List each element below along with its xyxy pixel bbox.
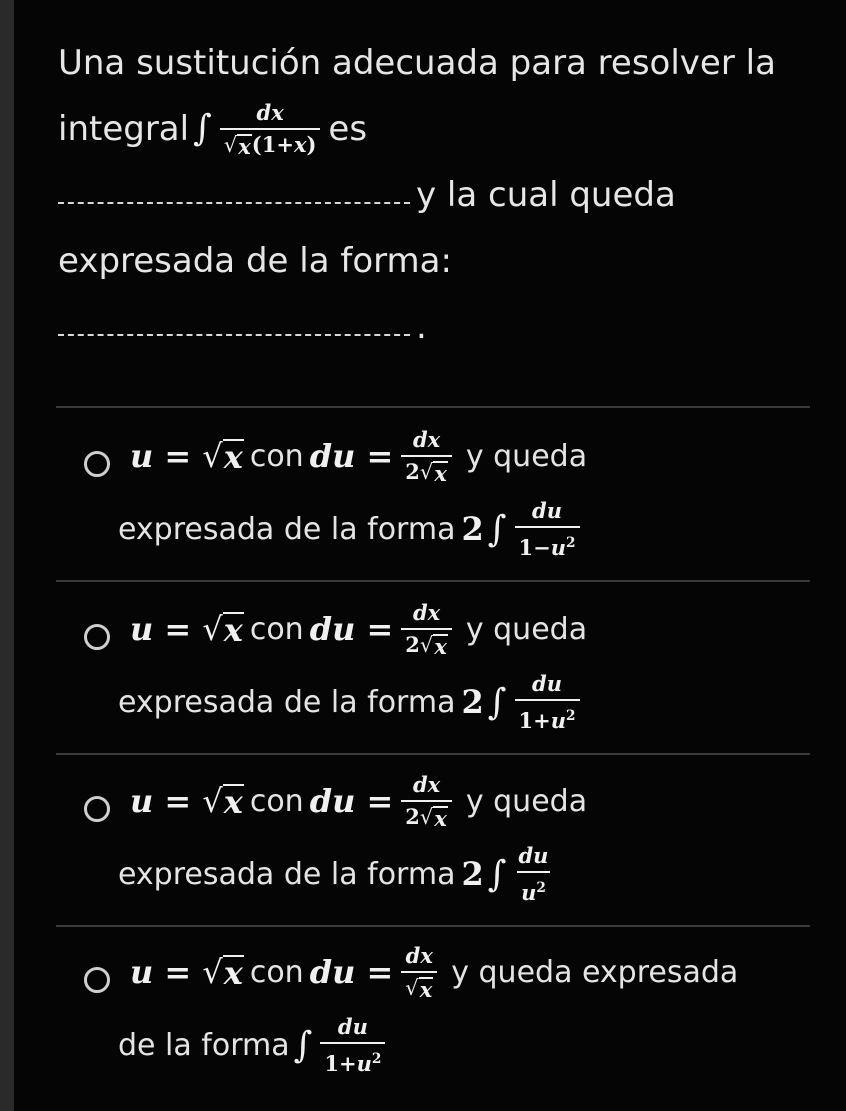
- fraction-denominator: √ x: [401, 971, 437, 1001]
- option-line-2: [118, 498, 588, 560]
- fraction-denominator: $u^2$: [517, 871, 550, 906]
- answer-option-4[interactable]: [56, 926, 810, 1096]
- question-line-1: [58, 30, 798, 96]
- result-fraction: [320, 1014, 385, 1077]
- fraction-denominator: 2 √ x: [401, 455, 452, 485]
- fraction-denominator: $1+u^2$: [320, 1042, 385, 1077]
- fraction-numerator: dx: [412, 772, 441, 797]
- du-fraction: [401, 772, 452, 830]
- window-edge: [0, 0, 14, 1111]
- integral-sign: ∫: [293, 1024, 313, 1066]
- fraction-denominator: $1+u^2$: [515, 699, 580, 734]
- result-fraction: [515, 498, 580, 561]
- option-line-2: [118, 843, 560, 905]
- question-line-2: [58, 96, 798, 162]
- option-line-1: [130, 771, 587, 831]
- question-es-text: es: [328, 109, 368, 149]
- integral-sign: ∫: [487, 681, 507, 723]
- answer-option-1[interactable]: [56, 410, 810, 580]
- question-integral-label: integral: [58, 109, 190, 149]
- question-line-4-text: expresada de la forma:: [58, 241, 452, 281]
- fraction-denominator: $1-u^2$: [515, 526, 580, 561]
- option-line-2: [118, 1014, 393, 1076]
- option-form-text: de la forma: [118, 1027, 290, 1063]
- question-text: [58, 30, 798, 360]
- du-fraction: [401, 600, 452, 658]
- du-label: du =: [309, 610, 394, 648]
- fraction-numerator: dx: [405, 943, 433, 968]
- question-integral-fraction: [220, 100, 321, 158]
- option-line-1: [130, 599, 587, 659]
- radio-button[interactable]: [84, 624, 110, 650]
- fraction-numerator: dx: [256, 100, 284, 125]
- option-form-text: expresada de la forma: [118, 856, 456, 892]
- answer-option-2[interactable]: [56, 583, 810, 753]
- radio-button[interactable]: [84, 967, 110, 993]
- option-con-text: con: [249, 954, 304, 990]
- question-line-5: [58, 294, 798, 360]
- option-y-text: y queda expresada: [451, 954, 739, 990]
- du-label: du =: [309, 437, 394, 475]
- result-fraction: [515, 671, 580, 734]
- u-definition: u = √ x: [130, 782, 243, 822]
- question-line-1-text: Una sustitución adecuada para resolver la: [58, 43, 776, 83]
- du-fraction: [401, 943, 437, 1001]
- option-y-text: y queda: [465, 783, 588, 819]
- option-line-2: [118, 671, 588, 733]
- fraction-denominator: 2 √ x: [401, 628, 452, 658]
- question-line-3-text: y la cual queda: [416, 175, 676, 215]
- u-definition: u = √ x: [130, 610, 243, 650]
- fraction-denominator: 2 √ x: [401, 800, 452, 830]
- option-y-text: y queda: [465, 611, 588, 647]
- option-y-text: y queda: [465, 438, 588, 474]
- question-line-3: [58, 162, 798, 228]
- coefficient: 2: [461, 683, 484, 721]
- option-form-text: expresada de la forma: [118, 511, 456, 547]
- radio-button[interactable]: [84, 796, 110, 822]
- option-line-1: [130, 942, 738, 1002]
- coefficient: 2: [461, 510, 484, 548]
- option-con-text: con: [249, 611, 304, 647]
- du-label: du =: [309, 782, 394, 820]
- fraction-numerator: dx: [412, 600, 441, 625]
- coefficient: 2: [461, 855, 484, 893]
- option-con-text: con: [249, 438, 304, 474]
- fraction-numerator: du: [532, 670, 562, 696]
- du-fraction: [401, 427, 452, 485]
- fraction-numerator: dx: [412, 427, 441, 452]
- radio-button[interactable]: [84, 451, 110, 477]
- option-con-text: con: [249, 783, 304, 819]
- u-definition: u = √ x: [130, 437, 243, 477]
- answer-blank-1: [58, 186, 410, 204]
- integral-sign: ∫: [487, 853, 507, 895]
- question-line-4: [58, 228, 798, 294]
- option-form-text: expresada de la forma: [118, 684, 456, 720]
- question-card: [14, 0, 846, 1111]
- divider: [56, 580, 810, 582]
- fraction-denominator: √ x (1+x): [220, 128, 321, 158]
- answer-blank-2: [58, 318, 410, 336]
- fraction-numerator: du: [532, 497, 562, 523]
- integral-sign: ∫: [487, 508, 507, 550]
- divider: [56, 406, 810, 408]
- fraction-numerator: du: [518, 842, 549, 868]
- du-label: du =: [309, 953, 394, 991]
- answer-option-3[interactable]: [56, 755, 810, 925]
- option-line-1: [130, 426, 587, 486]
- question-period: .: [416, 307, 427, 347]
- u-definition: u = √ x: [130, 953, 243, 993]
- fraction-numerator: du: [337, 1013, 368, 1039]
- result-fraction: [515, 843, 553, 906]
- integral-sign: ∫: [193, 108, 212, 149]
